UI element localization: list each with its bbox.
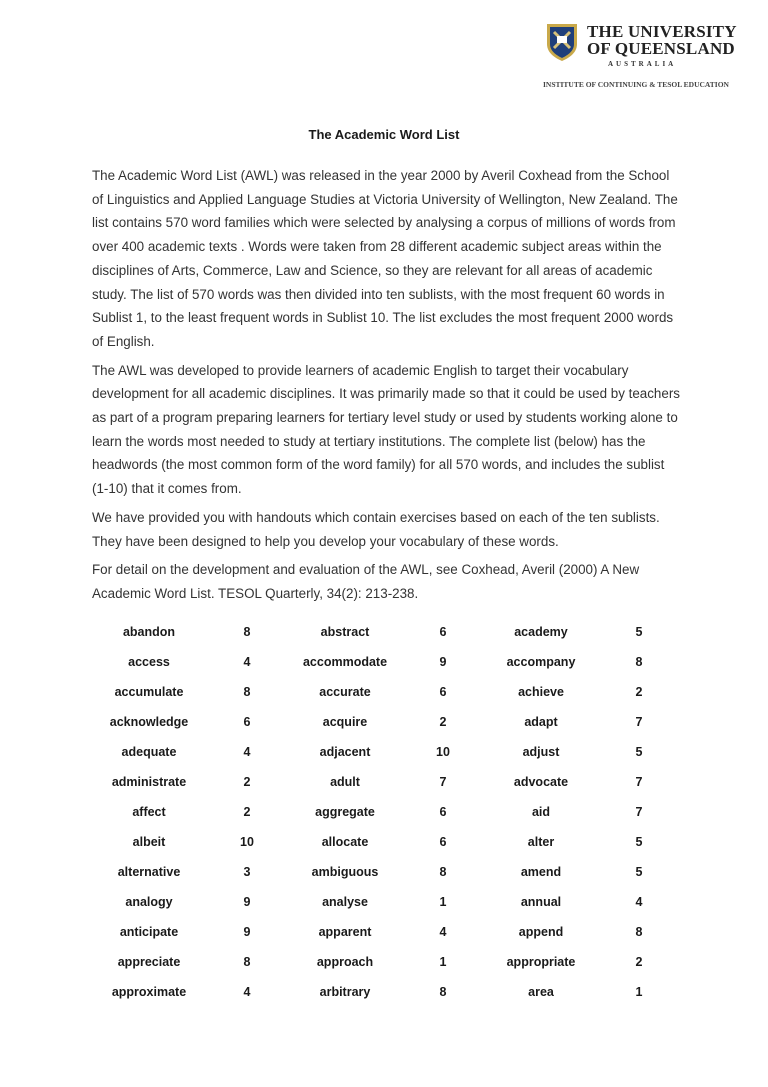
headword: academy — [514, 625, 568, 639]
sublist-number: 5 — [635, 835, 643, 849]
sublist-number: 8 — [635, 655, 643, 669]
paragraph: We have provided you with handouts which contain exercises based on each of the ten sublists. They have been designed to help you develop your vocabulary of these words. — [92, 509, 660, 549]
sublist-number: 6 — [439, 805, 447, 819]
paragraph: For detail on the development and evaluation of the AWL, see Coxhead, Averil (2000) A New Academic Word List. TESOL Quarterly, 34(2): 213-238. — [92, 562, 640, 601]
headword: adjust — [522, 745, 560, 759]
sublist-number: 5 — [635, 745, 643, 759]
sublist-number: 4 — [243, 655, 251, 669]
table-row — [100, 827, 688, 857]
headword: allocate — [321, 835, 369, 849]
headword: access — [128, 655, 170, 669]
sublist-number: 8 — [243, 685, 251, 699]
headword: area — [528, 985, 554, 999]
sublist-number: 4 — [635, 895, 643, 909]
table-row — [100, 887, 688, 917]
sublist-number: 7 — [635, 805, 643, 819]
logo-line-2: OF QUEENSLAND — [587, 39, 735, 58]
paragraph: The AWL was developed to provide learners of academic English to target their vocabulary development for all academic disciplines. It was primarily made so that it could be used by teachers as part of a program preparing learners for tertiary level study or used by students working alone to learn the words most needed to study at tertiary institutions. The complete list (below) has the headwords (the most common form of the word family) for all 570 words, and includes the sublist (1-10) that it comes from. — [92, 362, 680, 497]
sublist-number: 8 — [439, 985, 447, 999]
table-row — [100, 797, 688, 827]
headword: anticipate — [119, 925, 179, 939]
sublist-number: 7 — [635, 775, 643, 789]
sublist-number: 2 — [243, 805, 251, 819]
headword: adult — [330, 775, 360, 789]
paragraph: The Academic Word List (AWL) was released in the year 2000 by Averil Coxhead from the School of Linguistics and Applied Language Studies at Victoria University of Wellington, New Zealand. The list contains 570 word families which were selected by analysing a corpus of millions of words from over 400 academic texts . Words were taken from 28 different academic subject areas within the disciplines of Arts, Commerce, Law and Science, so they are relevant for all areas of academic study. The list of 570 words was then divided into ten sublists, with the most frequent 60 words in Sublist 1, to the least frequent words in Sublist 10. The list excludes the most frequent 2000 words of English. — [92, 168, 678, 349]
headword: adequate — [121, 745, 177, 759]
headword: alternative — [117, 865, 181, 879]
logo-country: AUSTRALIA — [608, 60, 677, 68]
sublist-number: 9 — [243, 925, 251, 939]
table-row — [100, 917, 688, 947]
headword: acquire — [322, 715, 368, 729]
headword: apparent — [318, 925, 372, 939]
headword: amend — [520, 865, 562, 879]
crest-icon — [545, 22, 579, 62]
headword: abandon — [122, 625, 176, 639]
table-row — [100, 707, 688, 737]
headword: adapt — [524, 715, 558, 729]
sublist-number: 6 — [439, 835, 447, 849]
table-row — [100, 737, 688, 767]
headword: albeit — [132, 835, 166, 849]
sublist-number: 6 — [243, 715, 251, 729]
headword: append — [518, 925, 564, 939]
headword: alter — [527, 835, 555, 849]
headword: acknowledge — [109, 715, 189, 729]
sublist-number: 2 — [635, 685, 643, 699]
headword: accompany — [506, 655, 576, 669]
headword: aid — [531, 805, 551, 819]
sublist-number: 8 — [243, 625, 251, 639]
headword: advocate — [513, 775, 569, 789]
sublist-number: 10 — [240, 835, 254, 849]
intro-text — [92, 164, 684, 611]
sublist-number: 5 — [635, 865, 643, 879]
headword: ambiguous — [311, 865, 379, 879]
headword: accumulate — [114, 685, 184, 699]
sublist-number: 4 — [439, 925, 447, 939]
sublist-number: 5 — [635, 625, 643, 639]
sublist-number: 1 — [635, 985, 643, 999]
sublist-number: 7 — [635, 715, 643, 729]
sublist-number: 9 — [439, 655, 447, 669]
headword: arbitrary — [319, 985, 371, 999]
headword: analyse — [322, 895, 368, 909]
page-title: The Academic Word List — [308, 127, 460, 142]
university-logo — [541, 18, 737, 90]
sublist-number: 6 — [439, 685, 447, 699]
headword: approach — [316, 955, 374, 969]
headword: accurate — [319, 685, 371, 699]
headword: adjacent — [319, 745, 371, 759]
table-row — [100, 647, 688, 677]
headword: aggregate — [315, 805, 375, 819]
sublist-number: 8 — [243, 955, 251, 969]
sublist-number: 8 — [439, 865, 447, 879]
sublist-number: 2 — [243, 775, 251, 789]
sublist-number: 10 — [436, 745, 450, 759]
headword: abstract — [320, 625, 370, 639]
headword: appreciate — [117, 955, 181, 969]
headword: analogy — [125, 895, 173, 909]
word-list-table — [100, 617, 688, 1007]
table-row — [100, 617, 688, 647]
headword: approximate — [111, 985, 187, 999]
sublist-number: 4 — [243, 745, 251, 759]
headword: appropriate — [506, 955, 576, 969]
sublist-number: 4 — [243, 985, 251, 999]
sublist-number: 9 — [243, 895, 251, 909]
sublist-number: 1 — [439, 955, 447, 969]
headword: annual — [520, 895, 562, 909]
logo-institute: INSTITUTE OF CONTINUING & TESOL EDUCATION — [543, 80, 729, 89]
sublist-number: 7 — [439, 775, 447, 789]
table-row — [100, 767, 688, 797]
logo-line-1: THE UNIVERSITY — [587, 22, 737, 41]
sublist-number: 2 — [635, 955, 643, 969]
sublist-number: 1 — [439, 895, 447, 909]
sublist-number: 8 — [635, 925, 643, 939]
table-row — [100, 857, 688, 887]
headword: affect — [132, 805, 166, 819]
sublist-number: 6 — [439, 625, 447, 639]
headword: accommodate — [302, 655, 388, 669]
table-row — [100, 947, 688, 977]
table-row — [100, 677, 688, 707]
table-row — [100, 977, 688, 1007]
sublist-number: 2 — [439, 715, 447, 729]
headword: administrate — [111, 775, 187, 789]
headword: achieve — [518, 685, 564, 699]
sublist-number: 3 — [243, 865, 251, 879]
